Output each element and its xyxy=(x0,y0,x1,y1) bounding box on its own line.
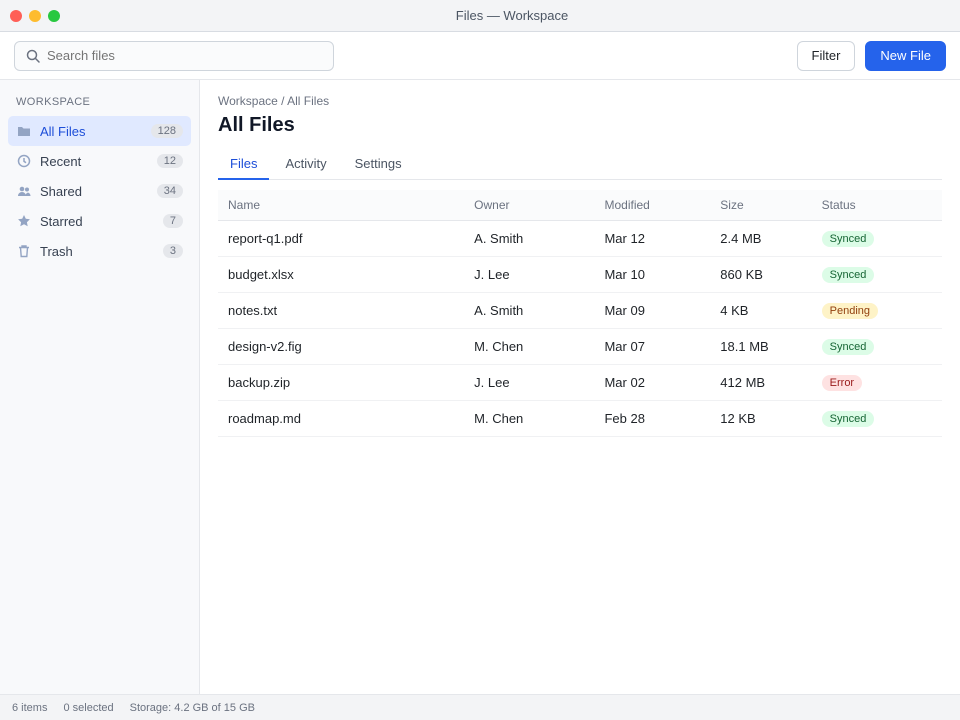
new-file-button[interactable] xyxy=(865,41,946,71)
table-row[interactable] xyxy=(218,329,942,365)
table-cell: budget.xlsx xyxy=(218,257,464,293)
table-cell xyxy=(812,329,942,365)
sidebar-item-count: 128 xyxy=(151,124,183,138)
table-cell: 860 KB xyxy=(710,257,811,293)
column-header-status[interactable]: Status xyxy=(812,190,942,221)
search-box[interactable] xyxy=(14,41,334,71)
table-cell: M. Chen xyxy=(464,401,594,437)
title-bar xyxy=(0,0,960,32)
table-cell: report-q1.pdf xyxy=(218,221,464,257)
table-cell: backup.zip xyxy=(218,365,464,401)
sidebar-item-label: Recent xyxy=(40,153,82,169)
folder-icon xyxy=(16,123,32,139)
tab-files[interactable]: Files xyxy=(218,149,269,180)
sidebar-item-label: All Files xyxy=(40,123,86,139)
table-row[interactable] xyxy=(218,365,942,401)
tab-bar xyxy=(218,149,942,180)
storage-text: Storage: 4.2 GB of 15 GB xyxy=(129,701,255,714)
table-cell: 4 KB xyxy=(710,293,811,329)
main-panel xyxy=(200,80,960,694)
content-area xyxy=(0,80,960,694)
sidebar-item-count: 12 xyxy=(157,154,183,168)
column-header-size[interactable]: Size xyxy=(710,190,811,221)
status-badge: Synced xyxy=(822,411,875,427)
sidebar-item-label: Trash xyxy=(40,243,73,259)
table-cell: 12 KB xyxy=(710,401,811,437)
table-row[interactable] xyxy=(218,257,942,293)
table-cell xyxy=(812,401,942,437)
table-cell: Mar 02 xyxy=(594,365,710,401)
table-row[interactable] xyxy=(218,293,942,329)
table-cell: Mar 07 xyxy=(594,329,710,365)
table-cell: design-v2.fig xyxy=(218,329,464,365)
clock-icon xyxy=(16,153,32,169)
sidebar-item-all-files[interactable] xyxy=(8,116,191,146)
users-icon xyxy=(16,183,32,199)
table-row[interactable] xyxy=(218,221,942,257)
column-header-modified[interactable]: Modified xyxy=(594,190,710,221)
filter-button-label: Filter xyxy=(811,48,841,63)
table-cell: 18.1 MB xyxy=(710,329,811,365)
tab-activity[interactable]: Activity xyxy=(285,156,327,171)
table-cell: A. Smith xyxy=(464,293,594,329)
table-cell: M. Chen xyxy=(464,329,594,365)
sidebar-item-starred[interactable] xyxy=(8,206,191,236)
page-title: All Files xyxy=(218,114,295,136)
toolbar xyxy=(0,32,960,80)
status-badge: Synced xyxy=(822,267,875,283)
files-table xyxy=(218,190,942,437)
item-count-text: 6 items xyxy=(12,701,48,714)
filter-button[interactable] xyxy=(797,41,856,71)
sidebar-item-count: 3 xyxy=(163,244,183,258)
table-cell: 412 MB xyxy=(710,365,811,401)
trash-icon xyxy=(16,243,32,259)
star-icon xyxy=(16,213,32,229)
window-controls xyxy=(10,10,60,22)
search-icon xyxy=(25,48,41,64)
minimize-window-button[interactable] xyxy=(29,10,41,22)
table-cell: 2.4 MB xyxy=(710,221,811,257)
table-row[interactable] xyxy=(218,401,942,437)
table-cell: roadmap.md xyxy=(218,401,464,437)
sidebar-item-trash[interactable] xyxy=(8,236,191,266)
close-window-button[interactable] xyxy=(10,10,22,22)
selection-text: 0 selected xyxy=(63,701,114,714)
sidebar-item-count: 34 xyxy=(157,184,183,198)
status-badge: Synced xyxy=(822,339,875,355)
table-cell: Mar 10 xyxy=(594,257,710,293)
status-bar xyxy=(0,694,960,720)
table-cell: A. Smith xyxy=(464,221,594,257)
table-cell: J. Lee xyxy=(464,257,594,293)
column-header-name[interactable]: Name xyxy=(218,190,464,221)
sidebar-item-label: Starred xyxy=(40,213,83,229)
table-cell: J. Lee xyxy=(464,365,594,401)
table-cell xyxy=(812,293,942,329)
table-cell: Mar 12 xyxy=(594,221,710,257)
sidebar-heading: WORKSPACE xyxy=(16,96,91,108)
table-body xyxy=(218,221,942,437)
tab-settings[interactable]: Settings xyxy=(354,156,402,171)
table-cell: Mar 09 xyxy=(594,293,710,329)
new-file-button-label: New File xyxy=(880,48,931,63)
status-badge: Pending xyxy=(822,303,878,319)
column-header-owner[interactable]: Owner xyxy=(464,190,594,221)
sidebar-item-label: Shared xyxy=(40,183,82,199)
sidebar xyxy=(0,80,200,694)
table-header xyxy=(218,190,942,221)
status-badge: Synced xyxy=(822,231,875,247)
sidebar-item-count: 7 xyxy=(163,214,183,228)
table-cell: notes.txt xyxy=(218,293,464,329)
search-input[interactable] xyxy=(47,48,323,63)
breadcrumb[interactable]: Workspace / All Files xyxy=(218,94,330,108)
table-cell: Feb 28 xyxy=(594,401,710,437)
sidebar-item-recent[interactable] xyxy=(8,146,191,176)
status-badge: Error xyxy=(822,375,862,391)
table-cell xyxy=(812,365,942,401)
sidebar-item-shared[interactable] xyxy=(8,176,191,206)
table-cell xyxy=(812,257,942,293)
window-title: Files — Workspace xyxy=(455,8,569,23)
table-cell xyxy=(812,221,942,257)
maximize-window-button[interactable] xyxy=(48,10,60,22)
